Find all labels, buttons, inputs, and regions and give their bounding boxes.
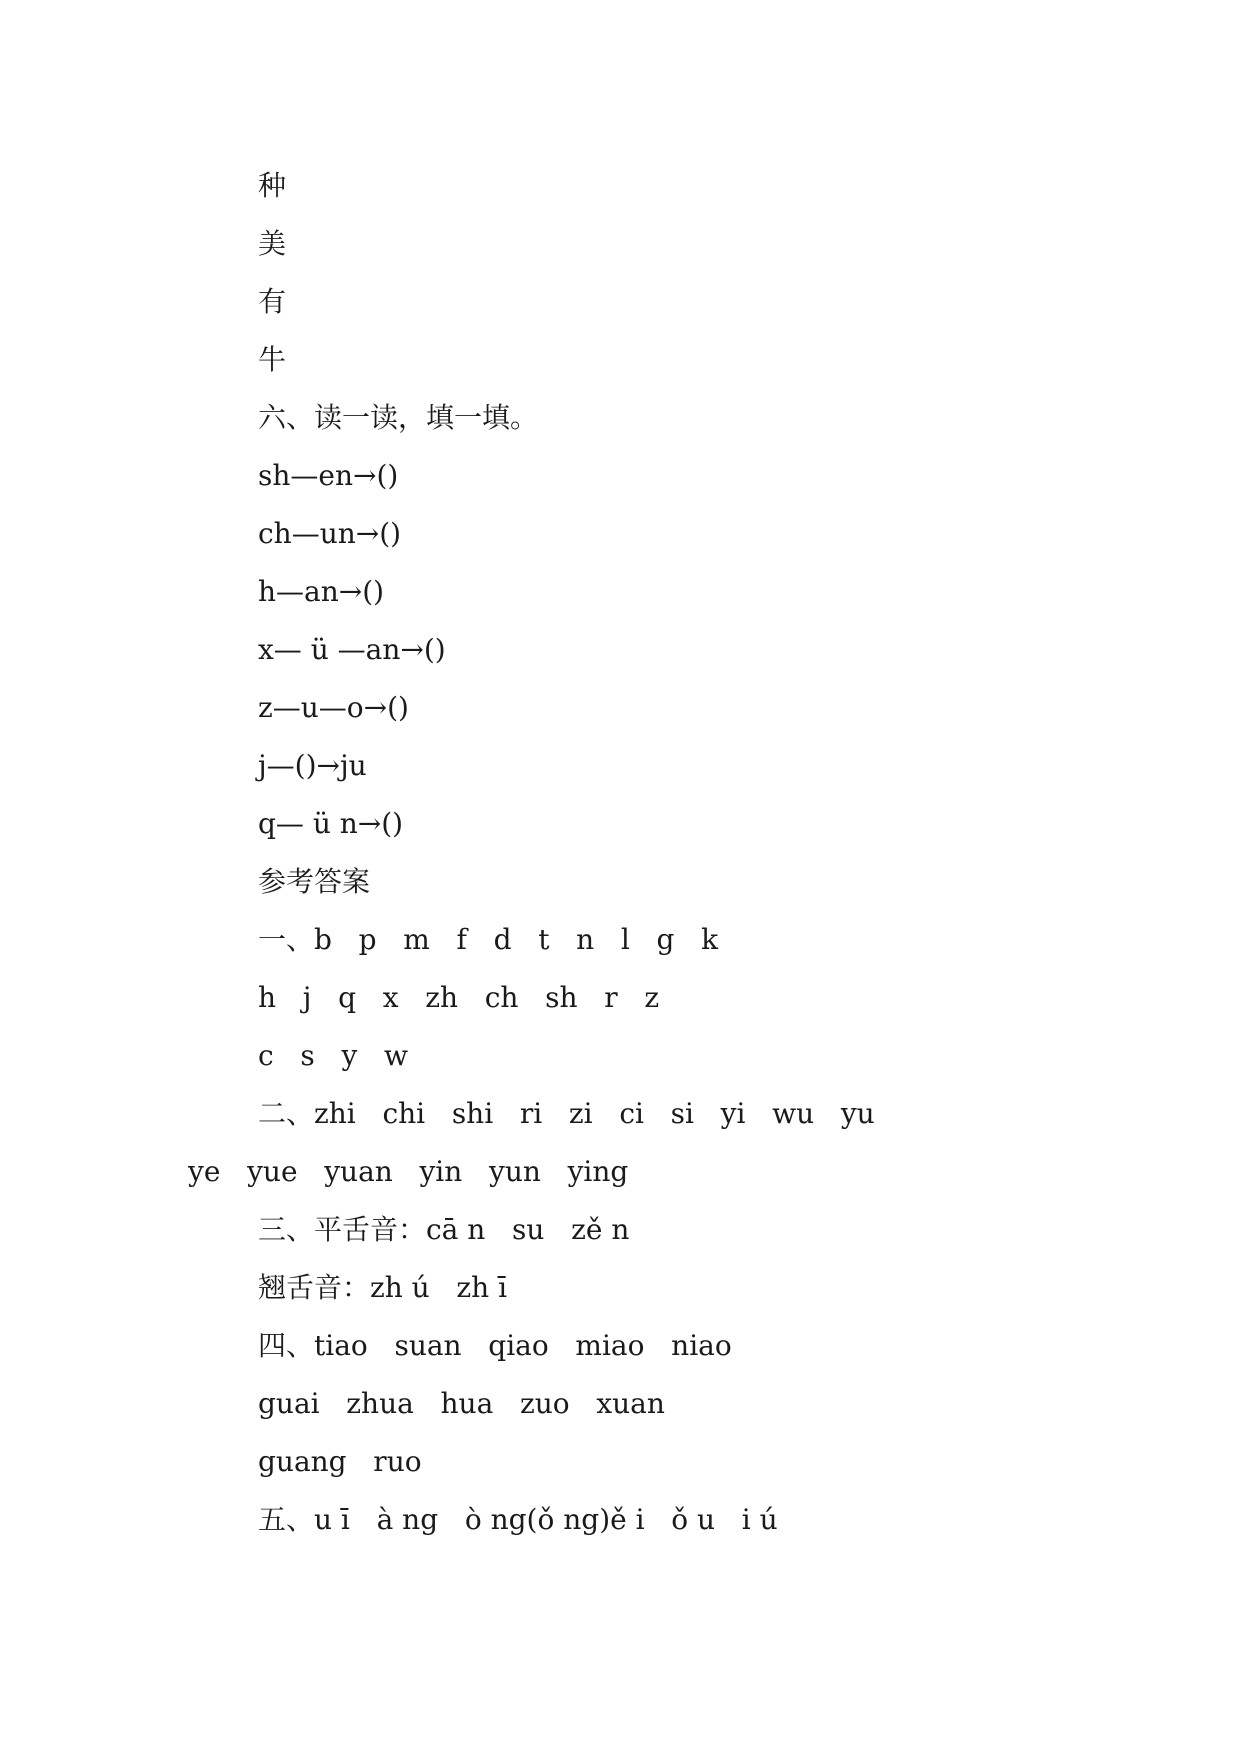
answer-line: 三、平舌音：cā n su zě n	[258, 1213, 630, 1246]
answer-line: guang ruo	[258, 1445, 422, 1478]
answer-line: 一、b p m f d t n l g k	[258, 923, 719, 956]
exercise-line: z—u—o→()	[258, 691, 409, 724]
answer-line: h j q x zh ch sh r z	[258, 981, 660, 1014]
text-line-mei: 美	[258, 227, 287, 260]
section-six-heading: 六、读一读，填一填。	[258, 401, 539, 434]
answer-line: c s y w	[258, 1039, 408, 1072]
exercise-line: h—an→()	[258, 575, 385, 608]
text-line-zhong: 种	[258, 169, 287, 202]
text-line-niu: 牛	[258, 343, 287, 376]
answer-line: 五、u ī à ng ò ng(ǒ ng)ě i ǒ u i ú	[258, 1503, 778, 1536]
answer-key-heading: 参考答案	[258, 865, 371, 898]
answer-line-continuation: ye yue yuan yin yun ying	[188, 1155, 629, 1188]
answer-line: guai zhua hua zuo xuan	[258, 1387, 665, 1420]
answer-line: 四、tiao suan qiao miao niao	[258, 1329, 732, 1362]
exercise-line: x— ü —an→()	[258, 633, 446, 666]
answer-line: 二、zhi chi shi ri zi ci si yi wu yu	[258, 1097, 875, 1130]
exercise-line: ch—un→()	[258, 517, 402, 550]
text-line-you: 有	[258, 285, 287, 318]
exercise-line: sh—en→()	[258, 459, 399, 492]
answer-line: 翘舌音：zh ú zh ī	[258, 1271, 508, 1304]
exercise-line: q— ü n→()	[258, 807, 404, 840]
exercise-line: j—()→ju	[258, 749, 367, 782]
